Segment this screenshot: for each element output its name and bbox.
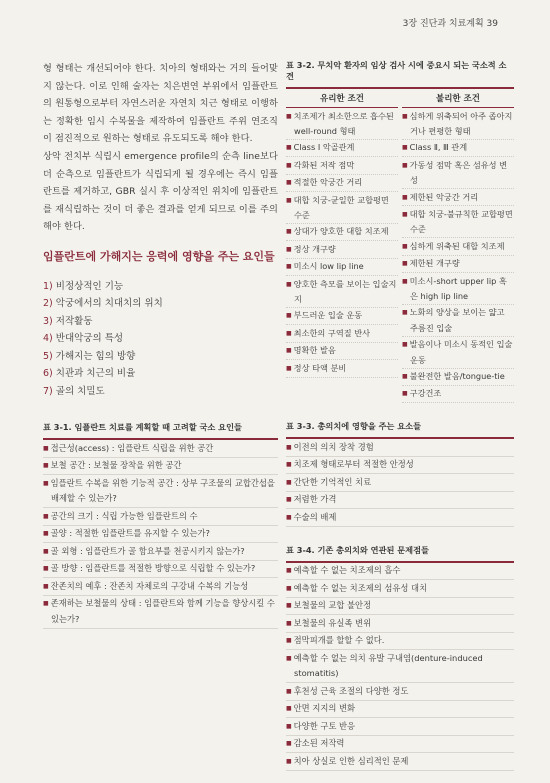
list-item: ■ 발음이나 미소시 동적인 입술운동 bbox=[402, 337, 514, 369]
table-row: ■ 잔존치의 예후 : 잔존치 자체로의 구강내 수복의 기능성 bbox=[43, 578, 278, 596]
factor-list bbox=[43, 278, 278, 401]
favorable-list bbox=[286, 108, 398, 378]
table-row: ■ 안면 지지의 변화 bbox=[286, 701, 514, 719]
list-item: ■ Class Ⅱ, Ⅲ 관계 bbox=[402, 140, 514, 157]
table-row: ■ 다양한 구토 반응 bbox=[286, 718, 514, 736]
table-row: ■ 공간의 크기 : 식립 가능한 임플란트의 수 bbox=[43, 508, 278, 526]
table-rows bbox=[43, 440, 278, 629]
list-item: 5) 가해지는 힘의 방향 bbox=[43, 350, 136, 362]
table-row: ■ 골 외형 : 임플란트가 골 함요부를 천공시키지 않는가? bbox=[43, 543, 278, 561]
table-row: ■ 수술의 배제 bbox=[286, 509, 514, 527]
table-row: ■ 예측할 수 없는 치조제의 섬유성 대치 bbox=[286, 580, 514, 598]
table-rows bbox=[286, 439, 514, 527]
list-item: ■ 상대가 양호한 대합 치조제 bbox=[286, 224, 398, 241]
table-row: ■ 저렴한 가격 bbox=[286, 492, 514, 510]
left-column bbox=[43, 60, 278, 641]
table-row: ■ 예측할 수 없는 의치 유발 구내염(denture-induced stomatitis) bbox=[286, 650, 514, 683]
unfavorable-list bbox=[402, 108, 514, 403]
list-item: ■ 노화의 양상을 보이는 얇고 주름진 입술 bbox=[402, 305, 514, 337]
table-row: ■ 접근성(access) : 임플란트 식립을 위한 공간 bbox=[43, 440, 278, 458]
list-item: ■ 대합 치궁-불규칙한 교합평면 수준 bbox=[402, 206, 514, 238]
list-item: ■ 정상 타액 분비 bbox=[286, 360, 398, 377]
table-row: ■ 보철 공간 : 보철물 장착을 위한 공간 bbox=[43, 458, 278, 476]
table-row: ■ 후천성 근육 조절의 다양한 정도 bbox=[286, 683, 514, 701]
list-item: ■ 미소시 low lip line bbox=[286, 259, 398, 276]
table-3-2 bbox=[286, 60, 514, 403]
list-item: ■ 최소한의 구역질 반사 bbox=[286, 325, 398, 342]
table-row: ■ 치아 상실로 인한 심리적인 문제 bbox=[286, 753, 514, 771]
list-item: ■ 심하게 위축되어 아주 좁아지거나 편평한 형태 bbox=[402, 108, 514, 140]
list-item: ■ 부드러운 입술 운동 bbox=[286, 308, 398, 325]
table-row: ■ 점막피개를 할할 수 없다. bbox=[286, 633, 514, 651]
list-item: 7) 골의 치밀도 bbox=[43, 385, 105, 397]
table-row: ■ 간단한 기억적인 치료 bbox=[286, 474, 514, 492]
list-item: ■ 가동성 점막 혹은 섬유성 변성 bbox=[402, 157, 514, 189]
list-item: ■ 불완전한 발음/tongue-tie bbox=[402, 369, 514, 386]
list-item: ■ 정상 개구량 bbox=[286, 241, 398, 258]
list-item: ■ 적절한 악궁간 거리 bbox=[286, 175, 398, 192]
unfavorable-column bbox=[398, 89, 514, 403]
list-item: ■ 제한된 악궁간 거리 bbox=[402, 189, 514, 206]
list-item: 3) 저작활동 bbox=[43, 315, 93, 327]
table-row: ■ 보철물의 유실족 변위 bbox=[286, 615, 514, 633]
table-3-3 bbox=[286, 421, 514, 527]
table-3-4 bbox=[286, 545, 514, 771]
table-row: ■ 보철물의 교합 불안정 bbox=[286, 598, 514, 616]
list-item: ■ 명확한 발음 bbox=[286, 343, 398, 360]
list-item: ■ 미소시-short upper lip 혹은 high lip line bbox=[402, 273, 514, 305]
list-item: ■ Class Ⅰ 악골관계 bbox=[286, 140, 398, 157]
list-item: ■ 제한된 개구량 bbox=[402, 256, 514, 273]
column-header: 불리한 조건 bbox=[402, 89, 514, 108]
body-paragraph: 형 형태는 개선되어야 한다. 치아의 형태와는 거의 들어맞지 않는다. 이로 인해 술자는 치은변연 부위에서 임플란트의 원통형으로부터 자연스러운 자연치 치근 형태로 이행하는 정확한 임시 수복물을 제작하여 임플란트 주위 연조직이 점진적으로 원하는 형태로 유도되도록 해야 한다. bbox=[43, 63, 278, 145]
favorable-column bbox=[286, 89, 398, 403]
table-3-1 bbox=[43, 422, 278, 629]
list-item: ■ 구강건조 bbox=[402, 386, 514, 403]
table-row: ■ 골양 : 적절한 임플란트를 유지할 수 있는가? bbox=[43, 526, 278, 544]
list-item: 1) 비정상적인 기능 bbox=[43, 280, 124, 292]
list-item: ■ 심하게 위축된 대합 치조제 bbox=[402, 238, 514, 255]
right-column bbox=[286, 60, 514, 783]
table-row: ■ 임플란트 수복을 위한 기능적 공간 : 상부 구조물의 교합간섭을 배제할 수 있는가? bbox=[43, 475, 278, 508]
table-row: ■ 예측할 수 없는 치조제의 흡수 bbox=[286, 563, 514, 581]
table-row: ■ 감소된 저작력 bbox=[286, 736, 514, 754]
table-row: ■ 이전의 의치 장착 경험 bbox=[286, 439, 514, 457]
table-row: ■ 치조제 형태로부터 적절한 안정성 bbox=[286, 457, 514, 475]
list-item: 6) 치관과 치근의 비율 bbox=[43, 368, 136, 380]
table-rows bbox=[286, 563, 514, 771]
table-caption: 표 3-4. 기존 총의치와 연관된 문제점들 bbox=[286, 545, 514, 563]
section-heading: 임플란트에 가해지는 응력에 영향을 주는 요인들 bbox=[43, 249, 275, 263]
table-row: ■ 존재하는 보철물의 상태 : 임플란트와 함께 기능을 향상시킬 수 있는가? bbox=[43, 596, 278, 629]
column-header: 유리한 조건 bbox=[286, 89, 398, 108]
table-columns bbox=[286, 89, 514, 403]
table-caption: 표 3-2. 무치악 환자의 임상 검사 시에 중요시 되는 국소적 소견 bbox=[286, 60, 514, 89]
page-header: 3장 진단과 치료계획 39 bbox=[402, 19, 498, 29]
list-item: ■ 양호한 측모를 보이는 입술지지 bbox=[286, 276, 398, 308]
list-item: ■ 대합 치궁-균일한 교합평면 수준 bbox=[286, 192, 398, 224]
list-item: 2) 악궁에서의 치대치의 위치 bbox=[43, 298, 163, 310]
body-paragraph: 상악 전치부 식립시 emergence profile의 순측 line보다 더 순측으로 임플란트가 식립되게 될 경우에는 즉시 임플란트를 제거하고, GBR 실시 후 이상적인 위치에 임플란트를 재식립하는 것이 더 좋은 결과를 얻게 되므로 이를 주의해야 한다. bbox=[43, 150, 278, 233]
table-caption: 표 3-3. 총의치에 영향을 주는 요소들 bbox=[286, 421, 514, 439]
list-item: ■ 치조제가 최소한으로 흡수된 well-round 형태 bbox=[286, 108, 398, 140]
table-caption: 표 3-1. 임플란트 치료를 계획할 때 고려할 국소 요인들 bbox=[43, 422, 278, 440]
table-row: ■ 골 방향 : 임플란트를 적절한 방향으로 식립할 수 있는가? bbox=[43, 561, 278, 579]
list-item: 4) 반대악궁의 특성 bbox=[43, 333, 124, 345]
list-item: ■ 각화된 저작 점막 bbox=[286, 157, 398, 174]
